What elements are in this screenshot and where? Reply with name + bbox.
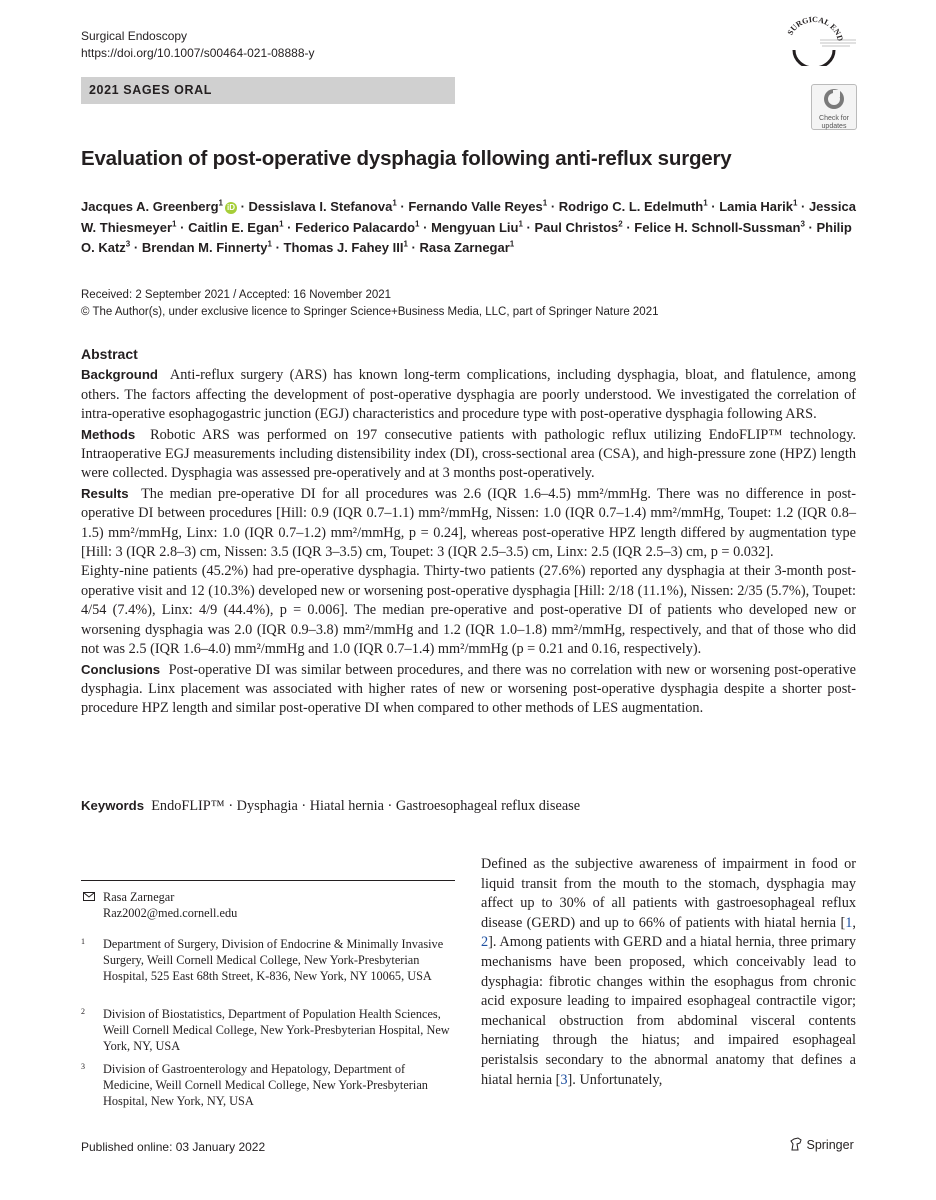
abstract <box>81 345 856 719</box>
author-affiliation-marker: 3 <box>125 239 131 249</box>
journal-logo-icon <box>780 14 860 66</box>
author-name[interactable]: Paul Christos <box>534 219 619 235</box>
author-name[interactable]: Brendan M. Finnerty <box>141 240 268 255</box>
author-name[interactable]: Lamia Harik <box>719 199 793 214</box>
corresponding-email[interactable]: Raz2002@med.cornell.edu <box>103 906 238 921</box>
citation-link-1[interactable]: 1 <box>845 914 853 931</box>
section-banner <box>81 77 455 104</box>
author-affiliation-marker: 1 <box>703 198 708 208</box>
author-affiliation-marker: 1 <box>172 219 177 229</box>
author-affiliation-marker: 1 <box>415 219 420 229</box>
affiliation-1 <box>81 936 455 985</box>
author-affiliation-marker: 1 <box>267 239 272 249</box>
author-affiliation-marker: 1 <box>792 198 798 208</box>
correspondence <box>81 889 455 922</box>
citation-separator: , <box>852 914 856 931</box>
author-name[interactable]: Dessislava I. Stefanova <box>248 199 393 214</box>
envelope-icon <box>83 892 95 901</box>
springer-horse-icon <box>789 1137 803 1151</box>
received-accepted-dates: Received: 2 September 2021 / Accepted: 16 November 2021 <box>81 289 392 301</box>
copyright-notice: © The Author(s), under exclusive licence to Springer Science+Business Media, LLC, part of Springer Nature 2021 <box>81 306 659 318</box>
abstract-background <box>81 365 856 424</box>
background-label: Background <box>81 367 158 383</box>
author-name[interactable]: Caitlin E. Egan <box>188 219 280 235</box>
affiliation-2 <box>81 1006 455 1055</box>
article-title: Evaluation of post-operative dysphagia following anti-reflux surgery <box>81 147 732 170</box>
author-affiliation-marker: 1 <box>403 239 408 249</box>
intro-text-c: ]. Unfortunately, <box>567 1071 663 1088</box>
conclusions-text: Post-operative DI was similar between procedures, and there was no correlation with new or worsening post-operative dysphagia. Linx placement was associated with higher rates of new or worsening post-operative dysphagia despite a shorter post-procedure HPZ length and similar post-operative DI when compared to other methods of LES augmentation. <box>81 661 856 717</box>
author-list: Jacques A. Greenberg$^1$ iD · Dessislava I. Stefanova$^1$ · Fernando Valle Reyes$^1$ · Rodrigo C. L. Edelmuth$^1$ · Lamia Harik$^1$ · Jessica W. Thiesmeyer$^1$ · Caitlin E. Egan$^1$ · Federico Palacardo$^1$ · Mengyuan Liu$^1$ · Paul Christos$^2$ · Felice H. Schnoll-Sussman$^3$ · Philip O. Katz$^3$ · Brendan M. Finnerty$^1$ · Thomas J. Fahey $III^1$ · Rasa Zarnegar$^1$ <box>81 198 856 255</box>
abstract-heading: Abstract <box>81 346 138 362</box>
intro-text-a: Defined as the subjective awareness of impairment in food or liquid transit from the mouth to the stomach, dysphagia may affect up to 30% of all patients with gastroesophageal reflux disease (GERD) and up to 66% of patients with hiatal hernia [ <box>481 856 856 931</box>
abstract-results-continued <box>81 562 856 659</box>
author-affiliation-marker: 1 <box>518 219 523 229</box>
abstract-results <box>81 484 856 563</box>
doi-link[interactable]: https://doi.org/10.1007/s00464-021-08888-y <box>81 46 315 60</box>
abstract-conclusions <box>81 660 856 719</box>
check-updates-label: Check for updates <box>819 115 849 130</box>
svg-text:SURGICAL ENDOSCOPY <box>780 14 845 42</box>
keywords <box>81 796 856 816</box>
citation-link-3[interactable]: 3 <box>560 1071 568 1088</box>
background-text: Anti-reflux surgery (ARS) has known long-term complications, including dysphagia, bloat, and flatulence, among others. The factors affecting the development of post-operative dysphagia are poorly understood. We investigated the correlation of intra-operative esophagogastric junction (EGJ) characteristics and procedure type with post-operative dysphagia following ARS. <box>81 367 856 423</box>
author-name[interactable]: Rasa Zarnegar <box>419 240 510 255</box>
publisher-logo <box>789 1137 854 1152</box>
journal-name: Surgical Endoscopy <box>81 29 188 43</box>
author-affiliation-marker: 1 <box>218 198 223 208</box>
author-name[interactable]: Thomas J. Fahey III <box>283 240 404 255</box>
author-name[interactable]: Fernando Valle Reyes <box>408 199 543 214</box>
published-date: Published online: 03 January 2022 <box>81 1140 266 1154</box>
section-label: 2021 SAGES ORAL <box>89 83 212 97</box>
author-name[interactable]: Philip O. Katz <box>81 219 852 255</box>
methods-label: Methods <box>81 426 136 442</box>
author-affiliation-marker: 2 <box>618 219 623 229</box>
author-name[interactable]: Mengyuan Liu <box>431 219 519 235</box>
affiliation-text: Department of Surgery, Division of Endocrine & Minimally Invasive Surgery, Weill Cornell Medical College, New York-Presbyterian Hospital, 525 East 68th Street, K-836, New York, NY 10065, USA <box>103 937 444 984</box>
citation-link-2[interactable]: 2 <box>481 934 489 951</box>
affiliation-text: Division of Biostatistics, Department of Population Health Sciences, Weill Cornell Medical College, New York-Presbyterian Hospital, New York, NY, USA <box>103 1007 450 1054</box>
results-text-1: The median pre-operative DI for all procedures was 2.6 (IQR 1.6–4.5) mm²/mmHg. There was no difference in post-operative DI between procedures [Hill: 0.9 (IQR 0.7–1.1) mm²/mmHg, Nissen: 1.0 (IQR 0.7–1.4) mm²/mmHg, Toupet: 1.2 (IQR 0.8–1.5) mm²/mmHg, Linx: 1.0 (IQR 0.7–1.2) mm²/mmHg, p = 0.24], whereas post-operative HPZ length differed by augmentation type [Hill: 3 (IQR 2.8–3) cm, Nissen: 3.5 (IQR 3–3.5) cm, Toupet: 3 (IQR 2.5–3.5) cm, Linx: 2.5 (IQR 2.5–3) cm, p = 0.032]. <box>81 485 856 561</box>
author-affiliation-marker: 1 <box>279 219 284 229</box>
results-label: Results <box>81 485 129 501</box>
affiliation-number: 3 <box>81 1062 85 1071</box>
footnote-divider <box>81 880 455 881</box>
author-name[interactable]: Felice H. Schnoll-Sussman <box>634 219 801 235</box>
logo-text: SURGICAL END <box>785 14 845 43</box>
corresponding-author: Rasa Zarnegar <box>103 890 175 904</box>
intro-text-b: ]. Among patients with GERD and a hiatal hernia, three primary mechanisms have been proposed, which conceivably lead to dysphagia: fibrotic changes within the esophagus from chronic acid exposure leading to impaired esophageal contractile vigor; mechanical obstruction from abdominal visceral contents herniating through the hiatus; and impaired esophageal peristalsis secondary to the abnormal anatomy that defines a hiatal hernia [ <box>481 934 856 1088</box>
article-dates <box>81 287 659 321</box>
affiliation-3 <box>81 1061 455 1110</box>
keywords-label: Keywords <box>81 798 145 813</box>
affiliation-number: 2 <box>81 1007 85 1016</box>
author-name[interactable]: Federico Palacardo <box>295 219 416 235</box>
methods-text: Robotic ARS was performed on 197 consecutive patients with pathologic reflux utilizing EndoFLIP™ technology. Intraoperative EGJ measurements including distensibility index (DI), cross-sectional area (CSA), and high-pressure zone (HPZ) length were collected. Dysphagia was assessed pre-operatively and at 3 months post-operatively. <box>81 426 857 482</box>
results-text-2: Eighty-nine patients (45.2%) had pre-operative dysphagia. Thirty-two patients (27.6%) reported any dysphagia at their 3-month post-operative visit and 12 (10.3%) developed new or worsening post-operative dysphagia [Hill: 2/18 (11.1%), Nissen: 2/35 (5.7%), Toupet: 4/54 (7.4%), Linx: 4/9 (44.4%), p = 0.006]. The median pre-operative and post-operative DI of patients who developed new or worsening dysphagia was 2.0 (IQR 0.9–3.8) mm²/mmHg and 1.2 (IQR 1.0–1.8) mm²/mmHg, respectively, and that of those who did not was 2.5 (IQR 1.6–4.0) mm²/mmHg and 1.0 (IQR 0.7–1.4) mm²/mmHg (p = 0.21 and 0.16, respectively). <box>81 563 856 658</box>
author-name[interactable]: Jacques A. Greenberg <box>81 199 219 214</box>
conclusions-label: Conclusions <box>81 661 161 677</box>
keywords-text: EndoFLIP™ · Dysphagia · Hiatal hernia · Gastroesophageal reflux disease <box>151 798 581 814</box>
abstract-methods <box>81 425 856 484</box>
intro-paragraph <box>481 855 856 1090</box>
author-affiliation-marker: 1 <box>542 198 548 208</box>
author-name[interactable]: Rodrigo C. L. Edelmuth <box>558 199 704 214</box>
affiliation-text: Division of Gastroenterology and Hepatology, Department of Medicine, Weill Cornell Medical College, New York-Presbyterian Hospital, New York, NY, USA <box>103 1062 428 1109</box>
author-affiliation-marker: 1 <box>392 198 397 208</box>
journal-header <box>81 28 315 62</box>
orcid-icon[interactable]: iD <box>226 203 235 212</box>
publisher-name: Springer <box>806 1138 854 1152</box>
affiliation-number: 1 <box>81 937 85 946</box>
check-for-updates-button[interactable] <box>811 84 857 130</box>
journal-logo <box>780 14 860 66</box>
check-updates-icon <box>823 88 845 110</box>
author-affiliation-marker: 1 <box>509 239 515 249</box>
author-name[interactable]: Jessica W. Thiesmeyer <box>81 199 856 235</box>
author-affiliation-marker: 3 <box>800 219 805 229</box>
